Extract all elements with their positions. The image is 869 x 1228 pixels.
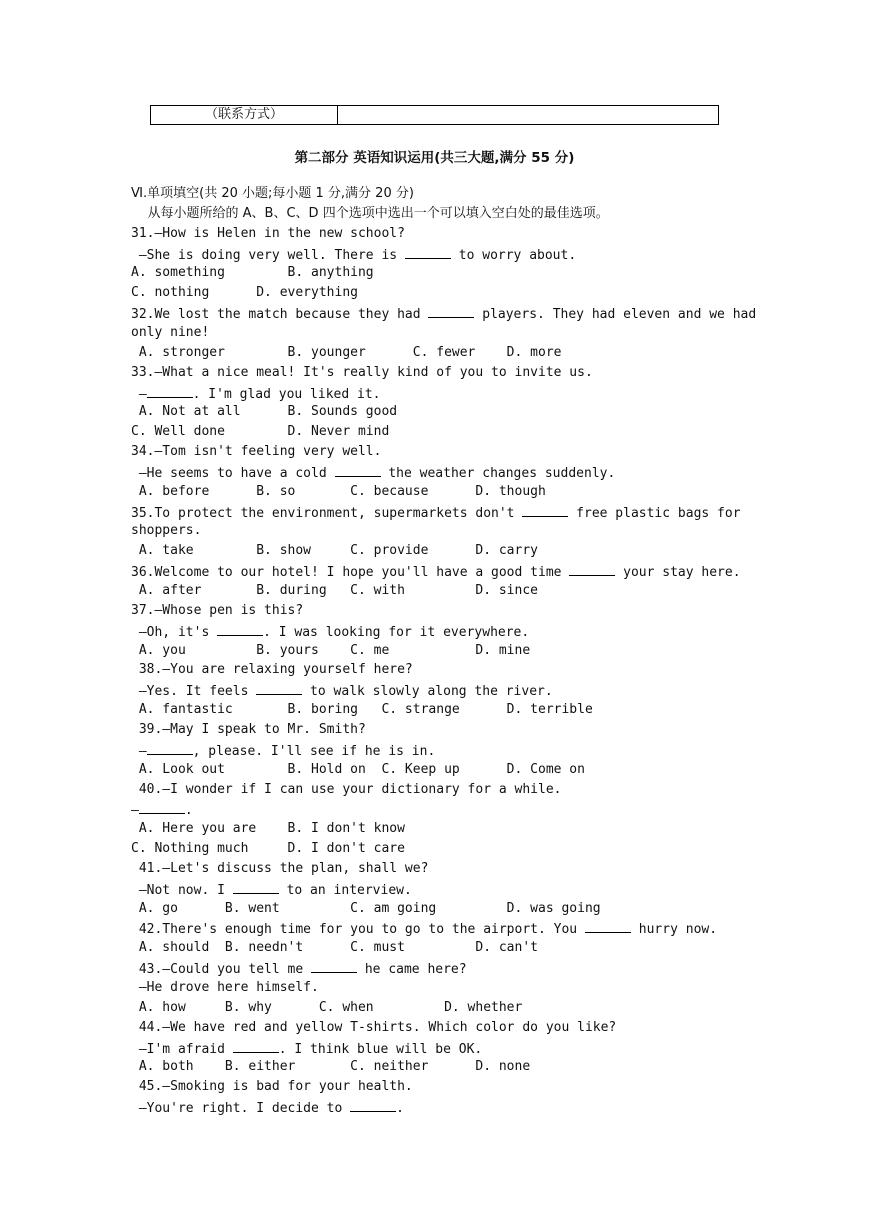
text-line (131, 662, 413, 678)
text-line (131, 285, 358, 301)
answer-blank (233, 881, 279, 894)
line-text-after-blank: . I'm glad you liked it. (192, 386, 381, 402)
answer-blank (217, 623, 263, 636)
text-line (131, 643, 530, 659)
line-text-after-blank: . (396, 1101, 404, 1117)
text-line (131, 404, 397, 420)
answer-blank (139, 801, 185, 814)
answer-blank (256, 682, 302, 695)
line-text: A. both B. either C. neither D. none (131, 1059, 531, 1075)
line-text: A. go B. went C. am going D. was going (131, 900, 601, 916)
text-line (131, 206, 609, 222)
answer-blank (350, 1099, 396, 1112)
line-text: 40.—I wonder if I can use your dictionary for a while. (131, 781, 562, 797)
line-text-after-blank: to worry about. (450, 247, 577, 263)
answer-blank (311, 960, 357, 973)
text-line (131, 523, 201, 539)
line-text: A. after B. during C. with D. since (131, 583, 538, 598)
text-line (131, 1059, 530, 1075)
line-text: C. Well done D. Never mind (131, 424, 390, 440)
text-line (131, 722, 366, 738)
line-text: 35.To protect the environment, supermarkets don't (131, 505, 523, 521)
text-line (131, 1079, 413, 1095)
line-text: A. should B. needn't C. must D. can't (131, 940, 538, 956)
text-line (131, 782, 561, 798)
text-line (131, 424, 389, 440)
text-line (131, 226, 405, 242)
text-line (131, 1000, 522, 1016)
line-text: 36.Welcome to our hotel! I hope you'll have a good time (131, 565, 570, 581)
line-text: —Yes. It feels (131, 684, 257, 700)
answer-blank (147, 742, 193, 755)
line-text-after-blank: to an interview. (278, 882, 412, 898)
text-line (131, 186, 414, 202)
text-line (131, 484, 546, 500)
text-line (131, 702, 593, 718)
line-text: —She is doing very well. There is (131, 247, 405, 263)
text-line (131, 801, 193, 819)
contact-label: （联系方式） (151, 106, 338, 124)
answer-blank (147, 385, 193, 398)
text-line (131, 682, 553, 700)
text-line (131, 385, 381, 403)
line-text: 42.There's enough time for you to go to the airport. You (131, 922, 585, 938)
line-text-after-blank: players. They had eleven and we had (474, 307, 757, 323)
line-text: 34.—Tom isn't feeling very well. (131, 444, 382, 460)
line-text: 41.—Let's discuss the plan, shall we? (131, 860, 429, 876)
text-line (131, 960, 467, 978)
text-line (131, 563, 741, 581)
text-line (131, 345, 561, 361)
text-line (131, 365, 593, 381)
line-text: A. how B. why C. when D. whether (131, 999, 523, 1015)
text-line (131, 762, 585, 778)
line-text: C. Nothing much D. I don't care (131, 841, 405, 857)
answer-blank (335, 464, 381, 477)
line-text-after-blank: he came here? (357, 962, 467, 978)
line-text: 43.—Could you tell me (131, 962, 312, 978)
line-text: —I'm afraid (131, 1041, 233, 1057)
contact-table (150, 105, 719, 125)
text-line (131, 265, 374, 281)
text-line (131, 742, 435, 760)
line-text-after-blank: the weather changes suddenly. (380, 465, 616, 481)
line-text: —Not now. I (131, 882, 233, 898)
line-text: 31.—How is Helen in the new school? (131, 225, 405, 241)
line-text: 37.—Whose pen is this? (131, 602, 304, 618)
line-text: —He drove here himself. (131, 980, 319, 995)
text-line (131, 1020, 616, 1036)
text-line (131, 940, 538, 956)
line-text: Ⅵ.单项填空(共 20 小题;每小题 1 分,满分 20 分) (131, 186, 414, 201)
line-text-after-blank: to walk slowly along the river. (302, 684, 553, 700)
line-text: A. you B. yours C. me D. mine (131, 642, 531, 658)
line-text-after-blank: . (184, 803, 193, 819)
text-line (131, 543, 538, 559)
line-text: only nine! (131, 324, 210, 340)
answer-blank (233, 1040, 279, 1053)
line-text: shoppers. (131, 523, 202, 539)
text-line (131, 246, 576, 264)
line-text: — (131, 743, 147, 759)
line-text: 38.—You are relaxing yourself here? (131, 662, 413, 678)
text-line (131, 1099, 404, 1117)
line-text-after-blank: . I think blue will be OK. (278, 1041, 483, 1057)
line-text: A. fantastic B. boring C. strange D. terrible (131, 702, 593, 718)
part-title: 第二部分 英语知识运用(共三大题,满分 55 分) (294, 150, 575, 166)
line-text-after-blank: your stay here. (615, 565, 741, 581)
text-line (131, 504, 741, 522)
contact-value-cell (338, 106, 718, 124)
text-line (131, 901, 601, 917)
line-text: —Oh, it's (131, 624, 218, 640)
line-text-after-blank: , please. I'll see if he is in. (192, 743, 436, 759)
text-line (131, 603, 303, 619)
answer-blank (585, 920, 631, 933)
answer-blank (428, 305, 474, 318)
line-text-after-blank: . I was looking for it everywhere. (263, 624, 530, 640)
text-line (131, 444, 381, 460)
line-text: 33.—What a nice meal! It's really kind of you to invite us. (131, 364, 593, 380)
line-text: A. take B. show C. provide D. carry (131, 543, 538, 559)
text-line (131, 861, 428, 877)
text-line (131, 920, 717, 938)
text-line (131, 821, 405, 837)
text-line (131, 1040, 482, 1058)
line-text: A. Here you are B. I don't know (131, 821, 405, 837)
line-text: C. nothing D. everything (131, 285, 358, 301)
line-text: 39.—May I speak to Mr. Smith? (131, 721, 366, 737)
line-text: —You're right. I decide to (131, 1101, 351, 1117)
line-text: A. something B. anything (131, 265, 374, 281)
answer-blank (522, 504, 568, 517)
line-text: 45.—Smoking is bad for your health. (131, 1079, 413, 1095)
line-text: A. before B. so C. because D. though (131, 483, 546, 499)
text-line (131, 980, 319, 996)
line-text: A. stronger B. younger C. fewer D. more (131, 344, 562, 360)
line-text: A. Look out B. Hold on C. Keep up D. Come on (131, 761, 585, 777)
answer-blank (569, 563, 615, 576)
line-text: A. Not at all B. Sounds good (131, 404, 398, 420)
answer-blank (405, 246, 451, 259)
text-line (131, 325, 209, 341)
line-text: — (131, 386, 147, 402)
line-text: —He seems to have a cold (131, 465, 335, 481)
text-line (131, 583, 538, 599)
text-line (131, 464, 615, 482)
text-line (131, 305, 756, 323)
line-text: 32.We lost the match because they had (131, 307, 429, 323)
text-line (131, 623, 529, 641)
line-text: — (131, 803, 139, 819)
text-line (131, 881, 412, 899)
line-text: 44.—We have red and yellow T-shirts. Which color do you like? (131, 1019, 617, 1035)
line-text-after-blank: free plastic bags for (568, 505, 741, 521)
line-text-after-blank: hurry now. (630, 922, 718, 938)
text-line (131, 841, 405, 857)
line-text: 从每小题所给的 A、B、C、D 四个选项中选出一个可以填入空白处的最佳选项。 (131, 205, 609, 221)
